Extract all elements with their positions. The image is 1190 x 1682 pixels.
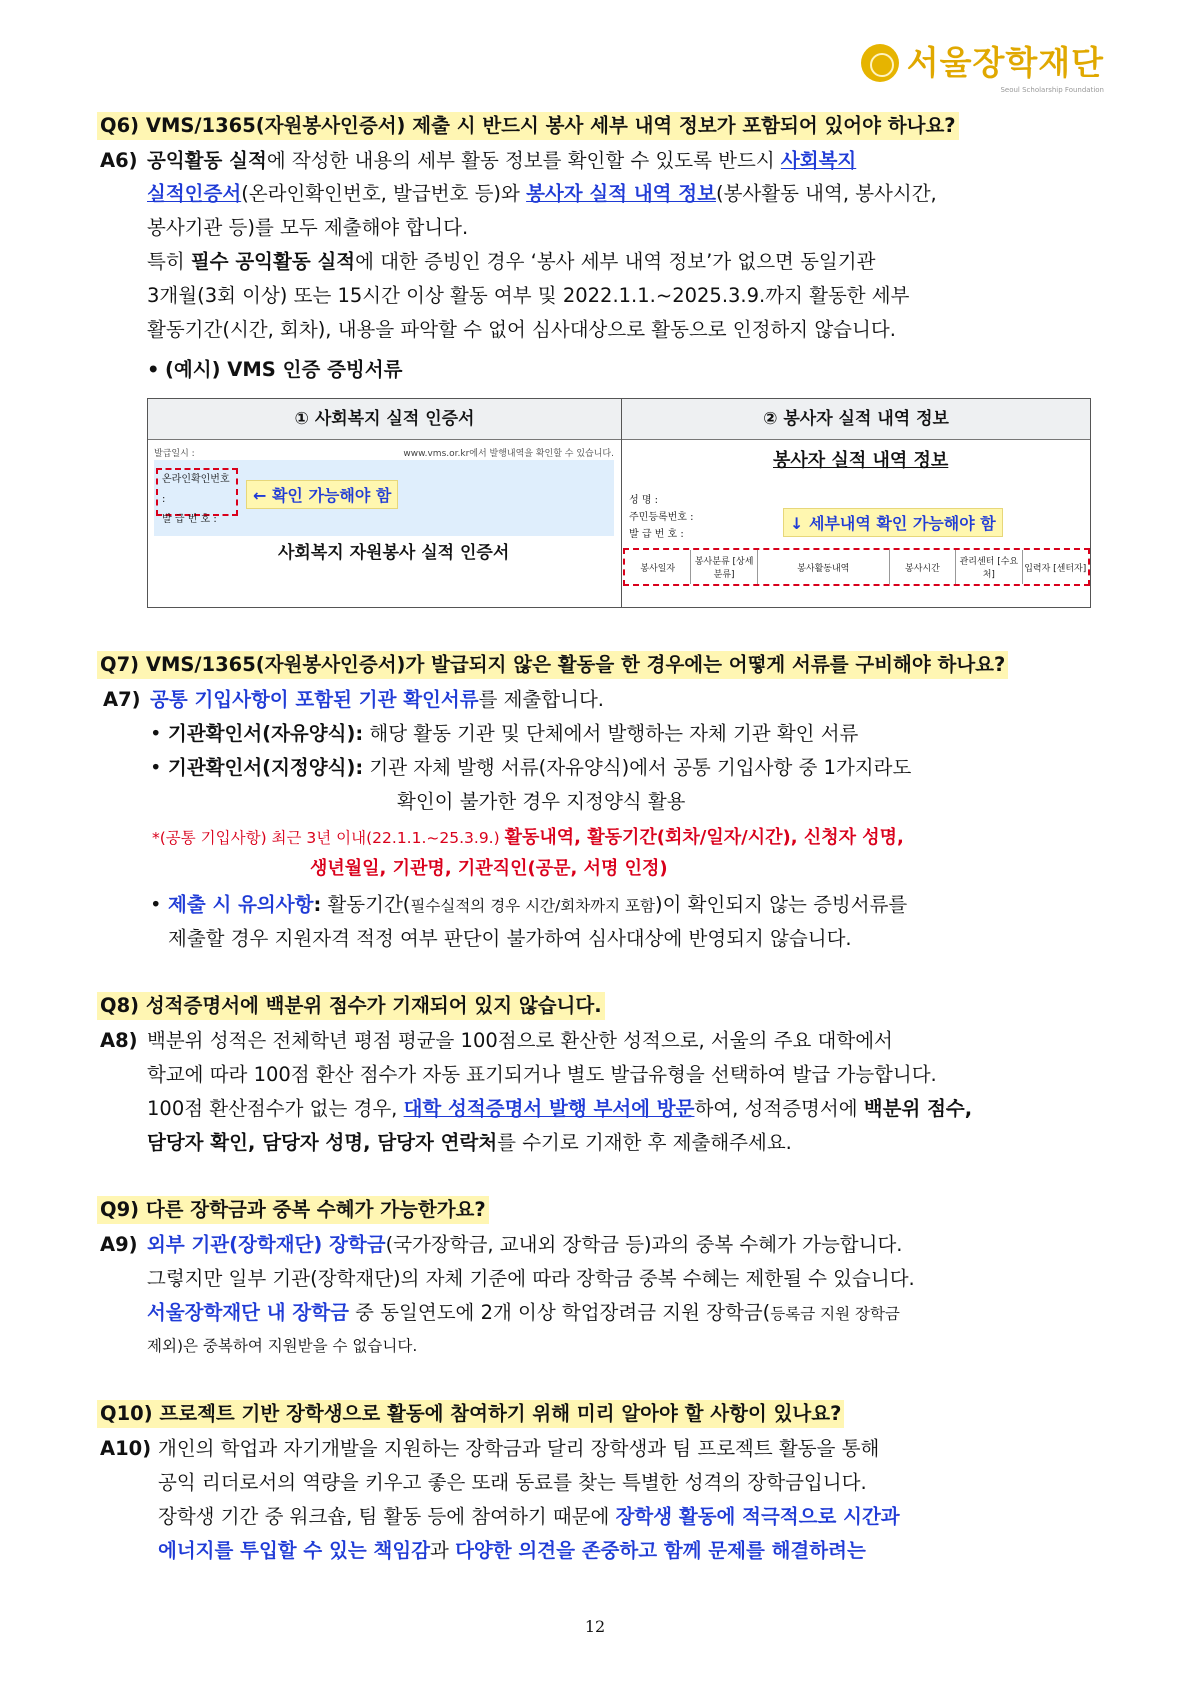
question-q6: Q6) VMS/1365(자원봉사인증서) 제출 시 반드시 봉사 세부 내역 정보가 포함되어 있어야 하나요? — [97, 112, 959, 140]
cert-issue-date: 발급일시 : — [154, 449, 195, 459]
record-col: 봉사분류 [상세분류] — [691, 550, 757, 584]
table-header-col1: ① 사회복지 실적 인증서 — [148, 399, 621, 440]
answer-a6-line6: 활동기간(시간, 회차), 내용을 파악할 수 없어 심사대상으로 활동으로 인정하지 않습니다. — [147, 318, 896, 341]
logo-text: 서울장학재단 — [906, 43, 1104, 82]
answer-a6-line3: 봉사기관 등)를 모두 제출해야 합니다. — [147, 216, 469, 239]
answer-a10-line2: 공익 리더로서의 역량을 키우고 좋은 또래 동료를 찾는 특별한 성격의 장학금입니다. — [158, 1471, 867, 1494]
record-title: 봉사자 실적 내역 정보 — [773, 450, 949, 471]
answer-a9-line1: 외부 기관(장학재단) 장학금(국가장학금, 교내외 장학금 등)과의 중복 수혜가 가능합니다. — [147, 1233, 903, 1256]
a7-bullet-free-form: • 기관확인서(자유양식): 해당 활동 기관 및 단체에서 발행하는 자체 기관 확인 서류 — [150, 722, 859, 745]
logo-subtitle: Seoul Scholarship Foundation — [1000, 86, 1104, 94]
table-header-col2: ② 봉사자 실적 내역 정보 — [622, 399, 1090, 440]
record-callout: ↓ 세부내역 확인 가능해야 함 — [783, 508, 1003, 537]
answer-label-a10: A10) — [100, 1437, 152, 1460]
record-table-header — [623, 548, 1090, 586]
answer-a10-line3: 장학생 기간 중 워크숍, 팀 활동 등에 참여하기 때문에 장학생 활동에 적극적으로 시간과 — [158, 1505, 900, 1528]
answer-label-a6: A6) — [100, 149, 138, 172]
answer-label-a9: A9) — [100, 1233, 138, 1256]
answer-a6-line1: 공익활동 실적에 작성한 내용의 세부 활동 정보를 확인할 수 있도록 반드시 사회복지 — [147, 149, 857, 172]
logo-emblem-icon — [861, 44, 899, 82]
page-number: 12 — [584, 1617, 606, 1636]
answer-a9-line4: 제외)은 중복하여 지원받을 수 없습니다. — [147, 1337, 418, 1355]
record-col: 봉사일자 — [625, 550, 691, 584]
cert-notice: www.vms.or.kr에서 발행내역을 확인할 수 있습니다. — [403, 449, 614, 459]
cert-title: 사회복지 자원봉사 실적 인증서 — [278, 543, 510, 563]
answer-a8-line4: 담당자 확인, 담당자 성명, 담당자 연락처를 수기로 기재한 후 제출해주세요. — [147, 1131, 792, 1154]
cert-field-online: 온라인확인번호 : — [162, 474, 230, 505]
question-q8: Q8) 성적증명서에 백분위 점수가 기재되어 있지 않습니다. — [97, 992, 605, 1020]
answer-a6-line5: 3개월(3회 이상) 또는 15시간 이상 활동 여부 및 2022.1.1.~2025.3.9.까지 활동한 세부 — [147, 284, 910, 307]
volunteer-record-sample — [623, 440, 1090, 606]
question-q9: Q9) 다른 장학금과 중복 수혜가 가능한가요? — [97, 1196, 489, 1224]
a7-bullet-designated-form: • 기관확인서(지정양식): 기관 자체 발행 서류(자유양식)에서 공통 기입사항 중 1가지라도 — [150, 756, 912, 779]
cert-callout: ← 확인 가능해야 함 — [246, 480, 398, 509]
a7-note-line1: *(공통 기입사항) 최근 3년 이내(22.1.1.~25.3.9.) 활동내역, 활동기간(회차/일자/시간), 신청자 성명, — [152, 827, 904, 848]
answer-a6-line4: 특히 필수 공익활동 실적에 대한 증빙인 경우 ‘봉사 세부 내역 정보’가 없으면 동일기관 — [147, 250, 876, 273]
social-welfare-certificate-sample — [148, 440, 620, 606]
record-col: 입력자 [센터자] — [1024, 563, 1087, 574]
a7-bullet-caution: • 제출 시 유의사항: 활동기간(필수실적의 경우 시간/회차까지 포함)이 확인되지 않는 증빙서류를 — [150, 893, 908, 916]
record-col: 봉사활동내역 — [758, 550, 890, 584]
answer-label-a8: A8) — [100, 1029, 138, 1052]
question-q10: Q10) 프로젝트 기반 장학생으로 활동에 참여하기 위해 미리 알아야 할 사항이 있나요? — [97, 1400, 844, 1428]
cert-number-box — [156, 468, 238, 525]
example-table — [147, 398, 1091, 608]
record-fields: 성 명 : 주민등록번호 : 발 급 번 호 : — [629, 495, 694, 540]
record-col: 봉사시간 — [890, 550, 956, 584]
answer-a7-line1: 공통 기입사항이 포함된 기관 확인서류를 제출합니다. — [150, 688, 604, 711]
answer-a6-line2: 실적인증서(온라인확인번호, 발급번호 등)와 봉사자 실적 내역 정보(봉사활동 내역, 봉사시간, — [147, 182, 937, 205]
answer-a8-line2: 학교에 따라 100점 환산 점수가 자동 표기되거나 별도 발급유형을 선택하여 발급 가능합니다. — [147, 1063, 937, 1086]
answer-a10-line4: 에너지를 투입할 수 있는 책임감과 다양한 의견을 존중하고 함께 문제를 해결하려는 — [158, 1539, 866, 1562]
a7-bullet-caution-cont: 제출할 경우 지원자격 적정 여부 판단이 불가하여 심사대상에 반영되지 않습니다. — [168, 927, 852, 950]
a7-note-line2: 생년월일, 기관명, 기관직인(공문, 서명 인정) — [310, 858, 668, 879]
answer-a9-line2: 그렇지만 일부 기관(장학재단)의 자체 기준에 따라 장학금 중복 수혜는 제한될 수 있습니다. — [147, 1267, 915, 1290]
logo — [861, 43, 1104, 94]
a7-bullet-designated-cont: 확인이 불가한 경우 지정양식 활용 — [397, 790, 686, 813]
question-q7: Q7) VMS/1365(자원봉사인증서)가 발급되지 않은 활동을 한 경우에는 어떻게 서류를 구비해야 하나요? — [97, 651, 1008, 679]
answer-label-a7: A7) — [103, 688, 141, 711]
example-bullet: • (예시) VMS 인증 증빙서류 — [147, 358, 403, 381]
answer-a10-line1: 개인의 학업과 자기개발을 지원하는 장학금과 달리 장학생과 팀 프로젝트 활동을 통해 — [158, 1437, 880, 1460]
record-col: 관리센터 [수요처] — [956, 550, 1022, 584]
cert-field-issue: 발 급 번 호 : — [162, 514, 217, 525]
answer-a8-line3: 100점 환산점수가 없는 경우, 대학 성적증명서 발행 부서에 방문하여, 성적증명서에 백분위 점수, — [147, 1097, 973, 1120]
answer-a9-line3: 서울장학재단 내 장학금 중 동일연도에 2개 이상 학업장려금 지원 장학금(등록금 지원 장학금 — [147, 1301, 900, 1324]
answer-a8-line1: 백분위 성적은 전체학년 평점 평균을 100점으로 환산한 성적으로, 서울의 주요 대학에서 — [147, 1029, 893, 1052]
